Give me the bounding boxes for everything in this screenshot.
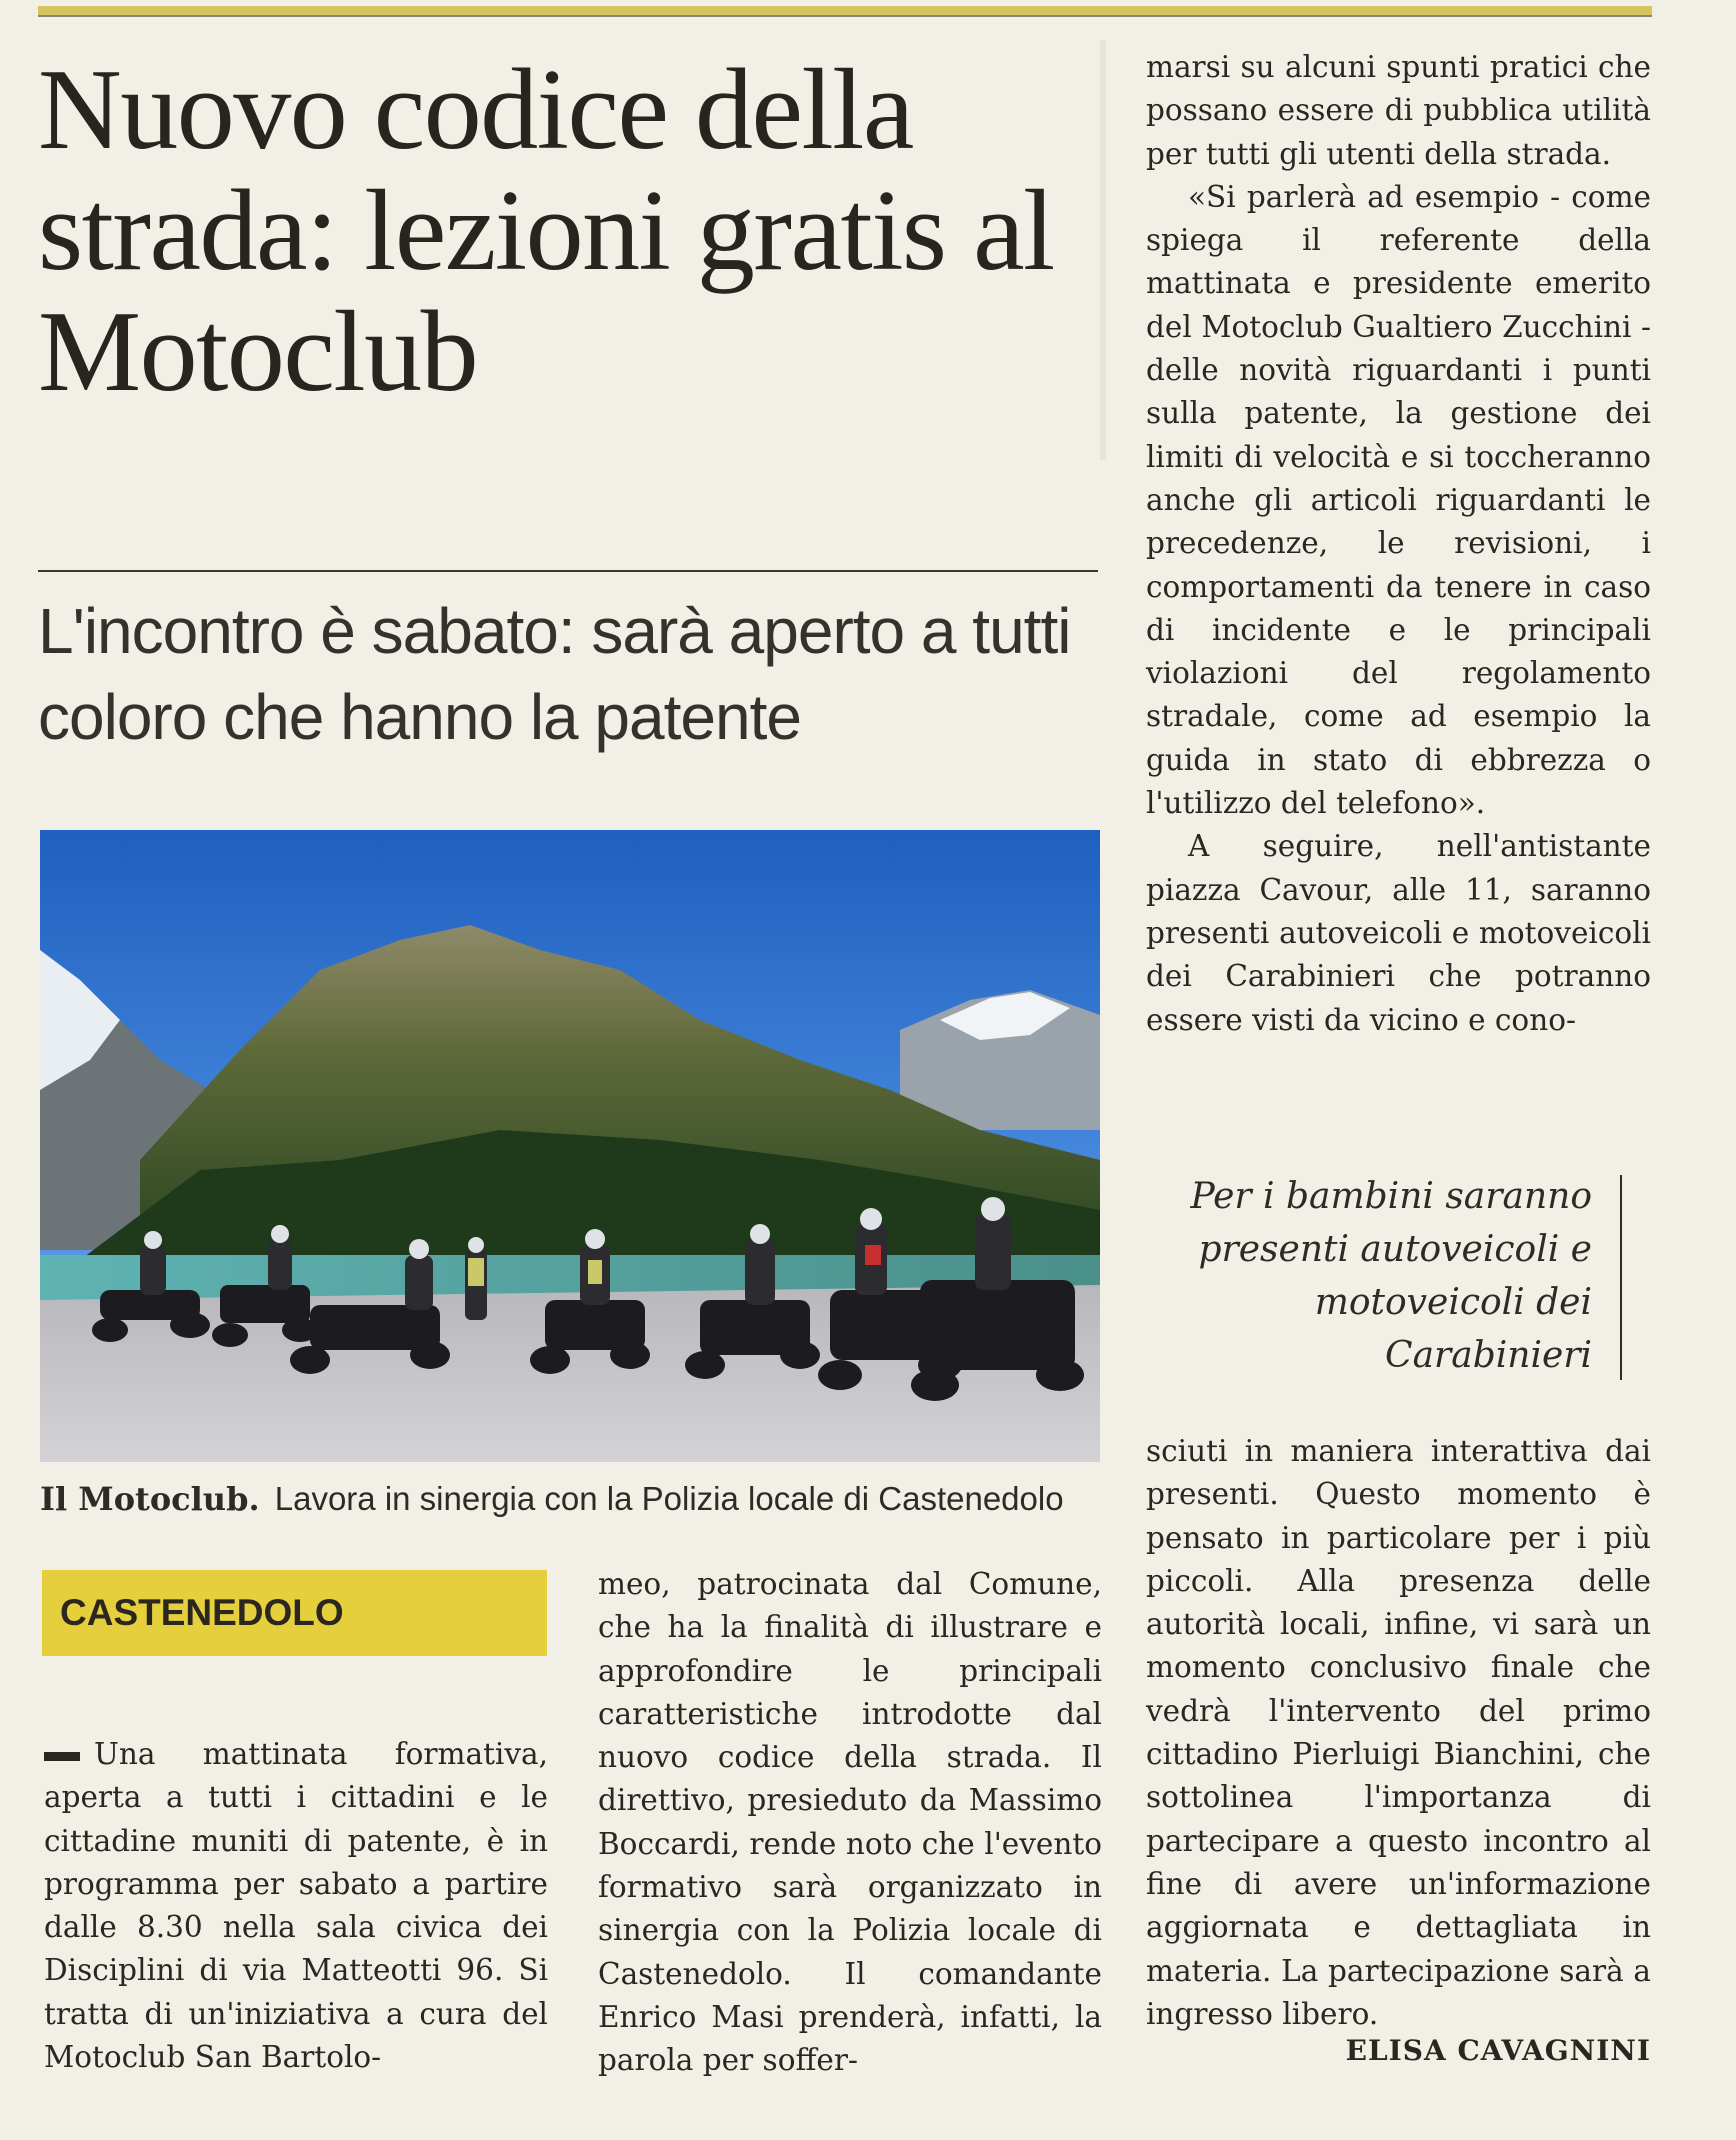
subheadline-rule bbox=[38, 570, 1098, 572]
photo-caption bbox=[40, 1478, 1100, 1520]
article-column-2 bbox=[598, 1563, 1102, 2083]
lead-marker bbox=[44, 1752, 80, 1761]
column-3-paragraph-4: sciuti in maniera interattiva dai presenti. Questo momento è pensato in particolare per i più piccoli. Alla presenza delle autorità locali, infine, vi sarà un momento conclusivo finale che vedrà l'intervento del primo cittadino Pierluigi Bianchini, che sottolinea l'importanza di partecipare a questo incontro al fine di avere un'informazione aggiornata e dettagliata in materia. La partecipazione sarà a ingresso libero. bbox=[1146, 1434, 1651, 2031]
article-column-3-bottom bbox=[1146, 1430, 1651, 2036]
caption-text: Lavora in sinergia con la Polizia locale di Castenedolo bbox=[274, 1480, 1064, 1517]
byline: ELISA CAVAGNINI bbox=[1345, 2034, 1651, 2067]
column-1-text: Una mattinata formativa, aperta a tutti i cittadini e le cittadine muniti di patente, è in programma per sabato a partire dalle 8.30 nella sala civica dei Disciplini di via Matteotti 96. Si tratta di un'iniziativa a cura del Motoclub San Bartolo- bbox=[44, 1737, 548, 2075]
column-3-paragraph-2: «Si parlerà ad esempio - come spiega il referente della mattinata e presidente emerito del Motoclub Gualtiero Zucchini - delle novità riguardanti i punti sulla patente, la gestione dei limiti di velocità e si toccheranno anche gli articoli riguardanti le precedenze, le revisioni, i comportamenti da tenere in caso di incidente e le principali violazioni del regolamento stradale, come ad esempio la guida in stato di ebbrezza o l'utilizzo del telefono». bbox=[1146, 179, 1651, 821]
bleed-through-texture bbox=[1100, 40, 1106, 460]
column-2-text: meo, patrocinata dal Comune, che ha la finalità di illustrare e approfondire le principali caratteristiche introdotte dal nuovo codice della strada. Il direttivo, presieduto da Massimo Boccardi, rende noto che l'evento formativo sarà organizzato in sinergia con la Polizia locale di Castenedolo. Il comandante Enrico Masi prenderà, infatti, la parola per soffer- bbox=[598, 1567, 1102, 2078]
top-rule-line bbox=[38, 15, 1652, 17]
subheadline: L'incontro è sabato: sarà aperto a tutti coloro che hanno la patente bbox=[38, 595, 1071, 753]
headline: Nuovo codice della strada: lezioni gratis al Motoclub bbox=[38, 46, 1054, 416]
article-column-3-top bbox=[1146, 46, 1651, 1042]
pull-quote-rule bbox=[1620, 1175, 1622, 1380]
column-3-paragraph-1: marsi su alcuni spunti pratici che possano essere di pubblica utilità per tutti gli utenti della strada. bbox=[1146, 50, 1651, 171]
column-3-paragraph-3: A seguire, nell'antistante piazza Cavour, alle 11, saranno presenti autoveicoli e motoveicoli dei Carabinieri che potranno essere visti da vicino e cono- bbox=[1146, 829, 1651, 1037]
top-rule bbox=[38, 6, 1652, 15]
motoclub-photo bbox=[40, 830, 1100, 1462]
caption-lead: Il Motoclub. bbox=[40, 1480, 260, 1518]
article-column-1 bbox=[44, 1733, 548, 2079]
pull-quote: Per i bambini saranno presenti autoveicoli e motoveicoli dei Carabinieri bbox=[1190, 1176, 1592, 1376]
section-tag: CASTENEDOLO bbox=[42, 1570, 547, 1656]
motorcycles-mountain-image bbox=[40, 830, 1100, 1462]
